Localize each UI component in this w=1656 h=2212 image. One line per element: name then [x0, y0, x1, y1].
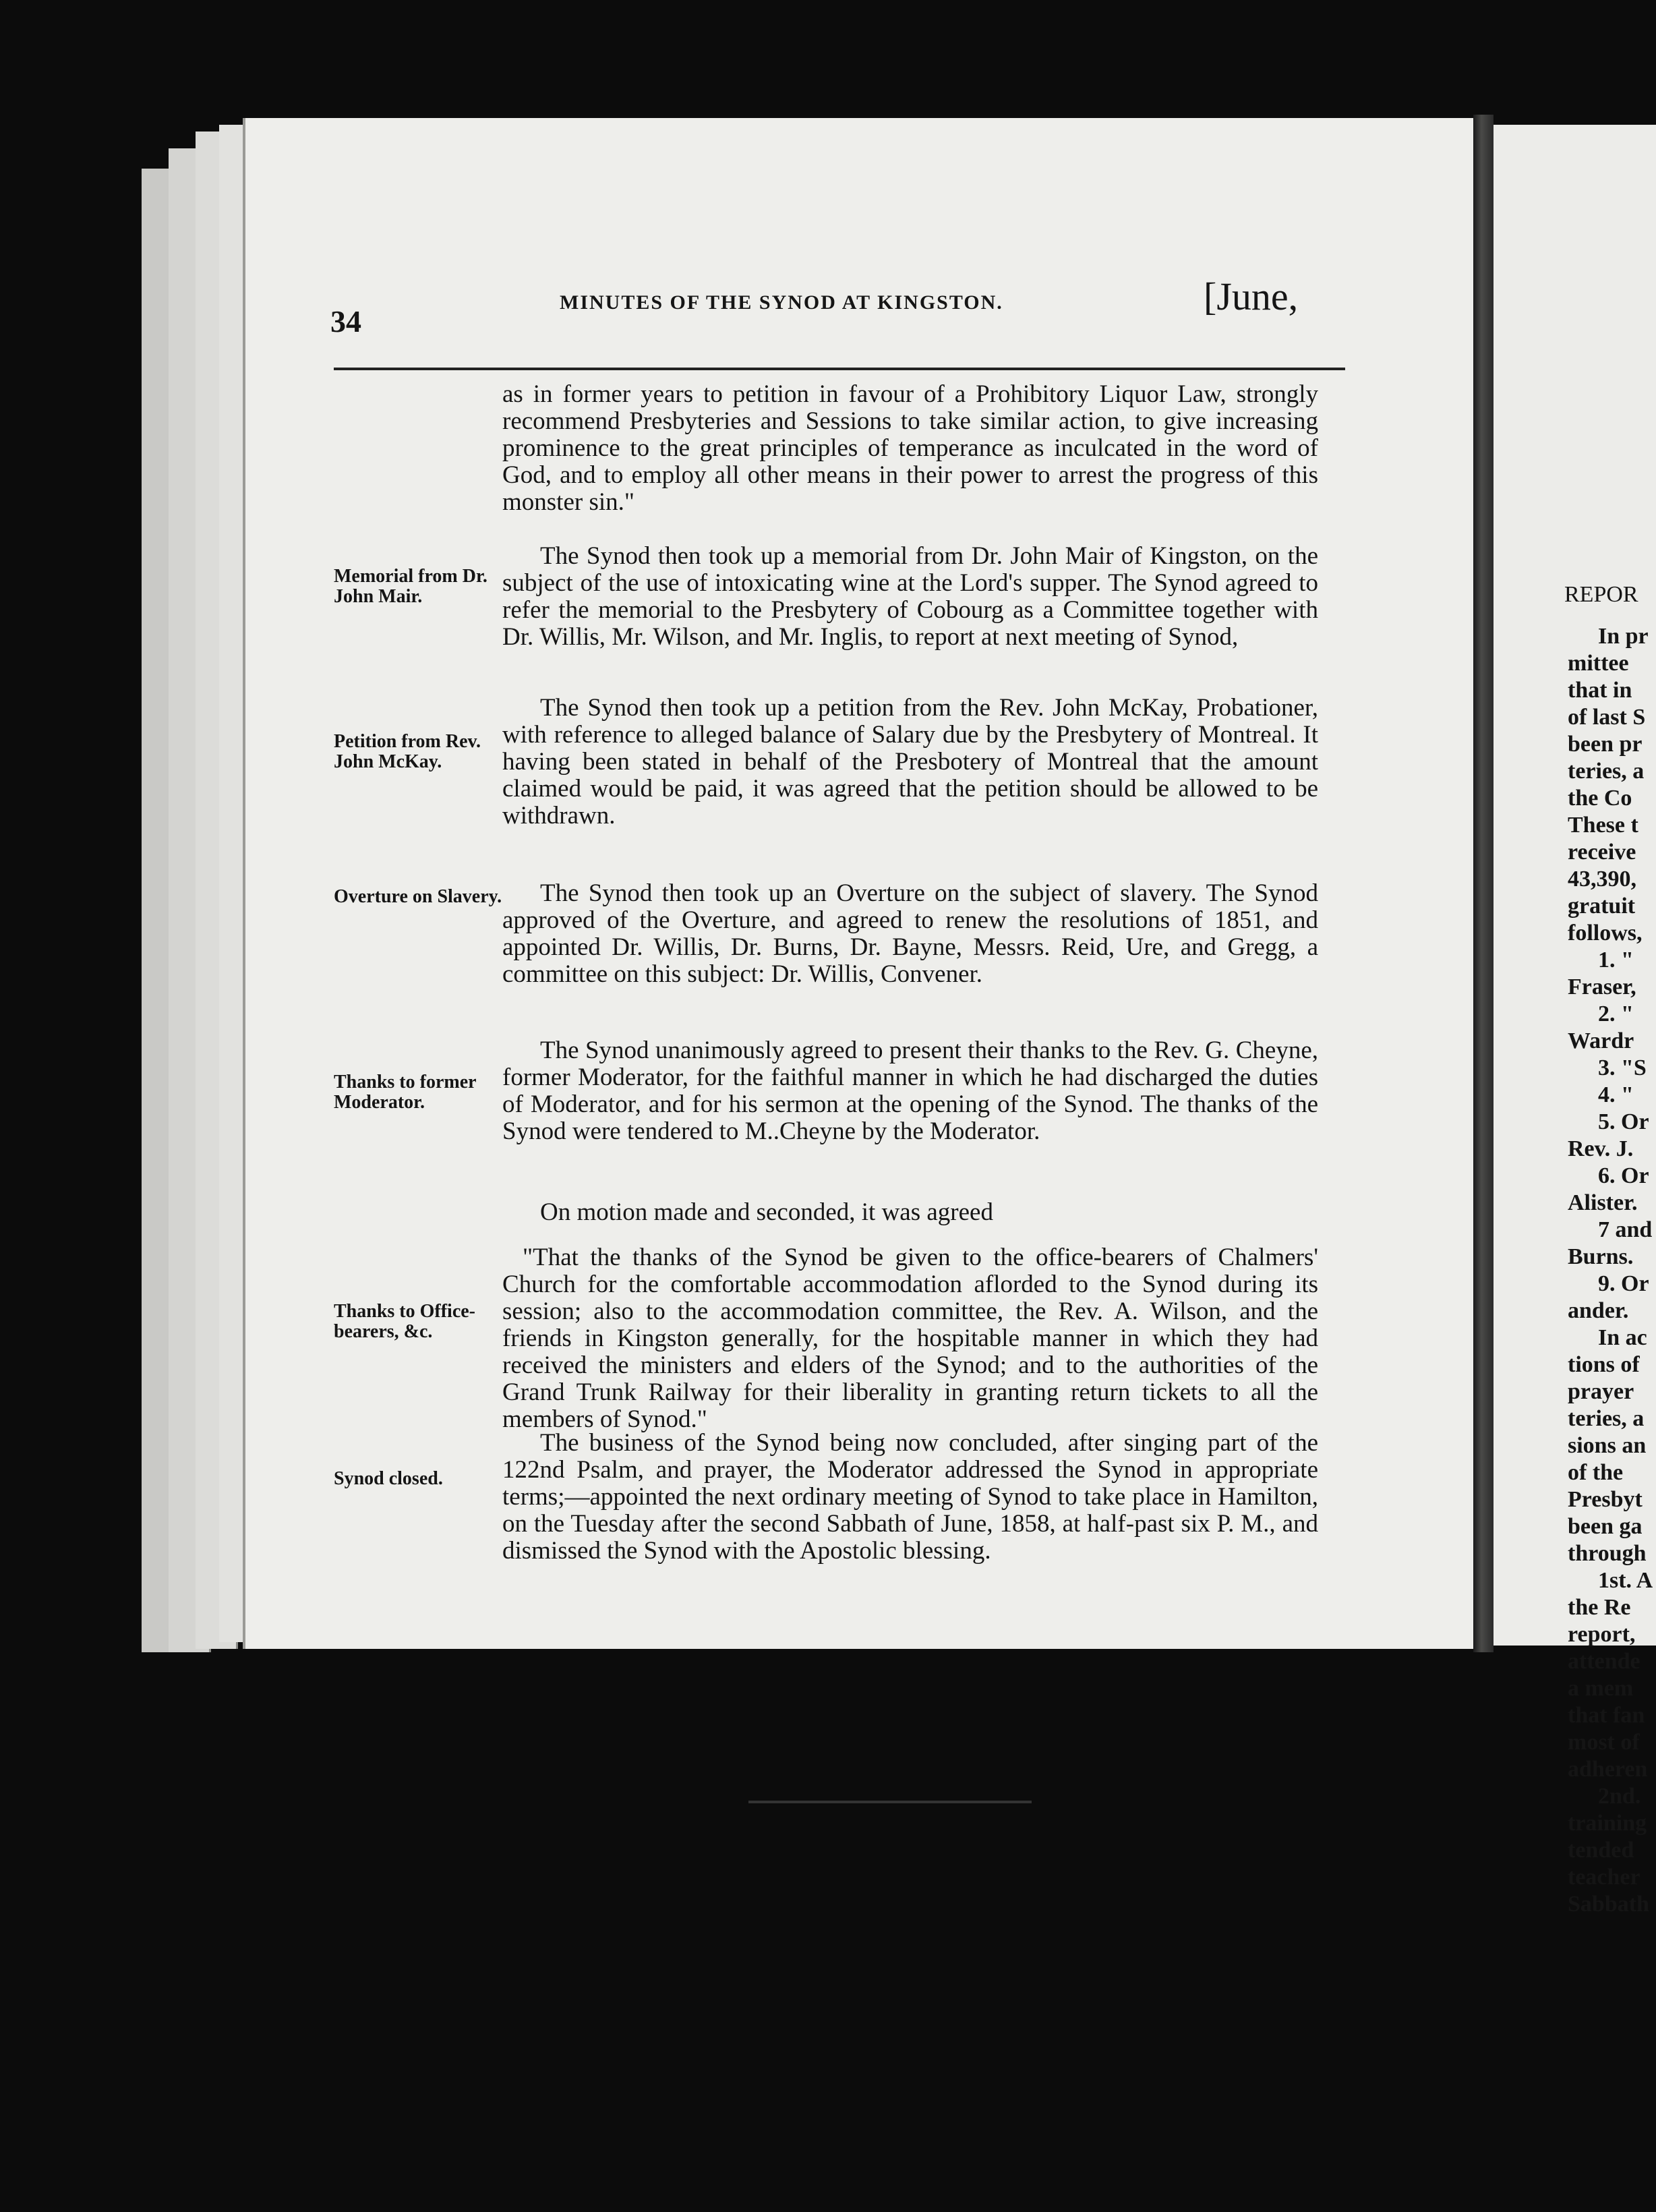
right-page-line: receive: [1568, 840, 1636, 865]
paragraph-text: as in former years to petition in favour of a Prohibitory Liquor Law, strongly recommend Presbyteries and Sessions to take similar action, to give increasing prominence to the great principles of temperance as inculcated in the word of God, and to employ all other means in their power to arrest the progress of this monster sin.": [502, 380, 1318, 516]
right-page-line: 2. ": [1598, 1001, 1634, 1026]
right-page-line: gratuit: [1568, 894, 1636, 919]
paragraph-thanks-office-bearers: [502, 1244, 1318, 1433]
right-page-line: been pr: [1568, 732, 1643, 757]
paragraph-text: The business of the Synod being now concluded, after singing part of the 122nd Psalm, and prayer, the Moderator addressed the Synod in appropriate terms;—appointed the next ordinary meeting of Synod to take place in Hamilton, on the Tuesday after the second Sabbath of June, 1858, at half-past six P. M., and dismissed the Synod with the Apostolic blessing.: [502, 1429, 1318, 1565]
right-page-line: In ac: [1598, 1325, 1647, 1350]
paragraph-petition: [502, 695, 1318, 830]
right-page-line: 5. Or: [1598, 1109, 1649, 1134]
right-page-line: that in: [1568, 678, 1632, 703]
right-page-line: adheren: [1568, 1757, 1648, 1782]
running-head: MINUTES OF THE SYNOD AT KINGSTON.: [560, 291, 1003, 314]
closing-rule: [748, 1801, 1032, 1803]
book-gutter: [1473, 115, 1494, 1652]
right-page-line: of the: [1568, 1460, 1624, 1485]
paragraph-temperance: [502, 381, 1318, 516]
right-page-line: Sabbath: [1568, 1892, 1649, 1917]
right-page-line: teries, a: [1568, 759, 1645, 784]
paragraph-overture: [502, 880, 1318, 988]
right-page-line: the Co: [1568, 786, 1632, 811]
paragraph-thanks-moderator: [502, 1037, 1318, 1145]
right-page-line: In pr: [1598, 624, 1649, 649]
paragraph-synod-closed: [502, 1430, 1318, 1565]
right-page-line: ander.: [1568, 1298, 1629, 1323]
right-page-line: tended: [1568, 1838, 1634, 1863]
right-page-line: 1. ": [1598, 948, 1634, 972]
right-page-line: 4. ": [1598, 1082, 1634, 1107]
right-page-line: been ga: [1568, 1514, 1643, 1539]
margin-note-thanks-moderator: Thanks to former Moderator.: [334, 1072, 477, 1113]
margin-note-memorial: Memorial from Dr. John Mair.: [334, 566, 487, 607]
right-page-line: the Re: [1568, 1595, 1631, 1620]
right-page-line: 2nd.: [1598, 1784, 1641, 1809]
margin-note-petition: Petition from Rev. John McKay.: [334, 731, 481, 772]
paragraph-text: The Synod then took up a memorial from Dr. John Mair of Kingston, on the subject of the use of intoxicating wine at the Lord's supper. The Synod agreed to refer the memorial to the Presbytery of Cobourg as a Committee together with Dr. Willis, Mr. Wilson, and Mr. Inglis, to report at next meeting of Synod,: [502, 542, 1318, 651]
right-page-line: prayer: [1568, 1379, 1634, 1404]
right-page-line: Rev. J.: [1568, 1136, 1634, 1161]
right-page-line: follows,: [1568, 921, 1643, 945]
margin-note-synod-closed: Synod closed.: [334, 1468, 443, 1489]
right-page-line: Alister.: [1568, 1190, 1638, 1215]
right-page-line: 9. Or: [1598, 1271, 1649, 1296]
right-page-line: These t: [1568, 813, 1638, 838]
right-page-line: REPOR: [1564, 582, 1638, 607]
paragraph-motion: [502, 1199, 1318, 1226]
margin-note-thanks-office-bearers: Thanks to Office-bearers, &c.: [334, 1301, 475, 1342]
paragraph-text: "That the thanks of the Synod be given to the office-bearers of Chalmers' Church for the comfortable accommodation aflorded to the Synod during its session; also to the accommodation committee, the Rev. A. Wilson, and the friends in Kingston generally, for the hospitable manner in which they had received the ministers and elders of the Synod; and to the authorities of the Grand Trunk Railway for their liberality in granting return tickets to all the members of Synod.": [502, 1244, 1318, 1433]
right-page-line: training: [1568, 1811, 1647, 1836]
right-page-line: Presbyt: [1568, 1487, 1643, 1512]
right-page-line: 1st. A: [1598, 1568, 1653, 1593]
right-page-line: Burns.: [1568, 1244, 1634, 1269]
right-page-line: tions of: [1568, 1352, 1640, 1377]
right-page-line: attende: [1568, 1649, 1640, 1674]
right-page-line: a mem: [1568, 1676, 1634, 1701]
right-page-line: mittee: [1568, 651, 1629, 676]
paragraph-text: The Synod unanimously agreed to present their thanks to the Rev. G. Cheyne, former Moderator, for the faithful manner in which he had discharged the duties of Moderator, and for his sermon at the opening of the Synod. The thanks of the Synod were tendered to M..Cheyne by the Moderator.: [502, 1037, 1318, 1145]
margin-note-overture: Overture on Slavery.: [334, 886, 502, 907]
right-page-line: 6. Or: [1598, 1163, 1649, 1188]
right-page-line: 7 and: [1598, 1217, 1653, 1242]
running-date: [June,: [1204, 274, 1299, 318]
right-page-line: report,: [1568, 1622, 1636, 1647]
paragraph-text: On motion made and seconded, it was agreed: [540, 1198, 993, 1226]
page-number: 34: [330, 304, 361, 339]
right-page-line: of last S: [1568, 705, 1646, 730]
right-page-line: that fan: [1568, 1703, 1645, 1728]
right-page-line: 3. "S: [1598, 1055, 1647, 1080]
right-page-line: teacher: [1568, 1865, 1640, 1890]
right-page-line: Fraser,: [1568, 974, 1636, 999]
header-rule: [334, 368, 1345, 370]
right-page-line: teries, a: [1568, 1406, 1645, 1431]
paragraph-text: The Synod then took up an Overture on the subject of slavery. The Synod approved of the Overture, and agreed to renew the resolutions of 1851, and appointed Dr. Willis, Dr. Burns, Dr. Bayne, Messrs. Reid, Ure, and Gregg, a committee on this subject: Dr. Willis, Convener.: [502, 879, 1318, 988]
right-page-line: 43,390,: [1568, 867, 1636, 892]
right-page-line: sions an: [1568, 1433, 1647, 1458]
right-page-line: most of: [1568, 1730, 1640, 1755]
right-page-line: through: [1568, 1541, 1647, 1566]
paragraph-text: The Synod then took up a petition from the Rev. John McKay, Probationer, with reference to alleged balance of Salary due by the Presbytery of Montreal. It having been stated in behalf of the Presbotery of Montreal that the amount claimed would be paid, it was agreed that the petition should be allowed to be withdrawn.: [502, 694, 1318, 830]
right-page-line: Wardr: [1568, 1028, 1634, 1053]
right-page-text: [1564, 581, 1653, 1918]
paragraph-memorial: [502, 543, 1318, 651]
